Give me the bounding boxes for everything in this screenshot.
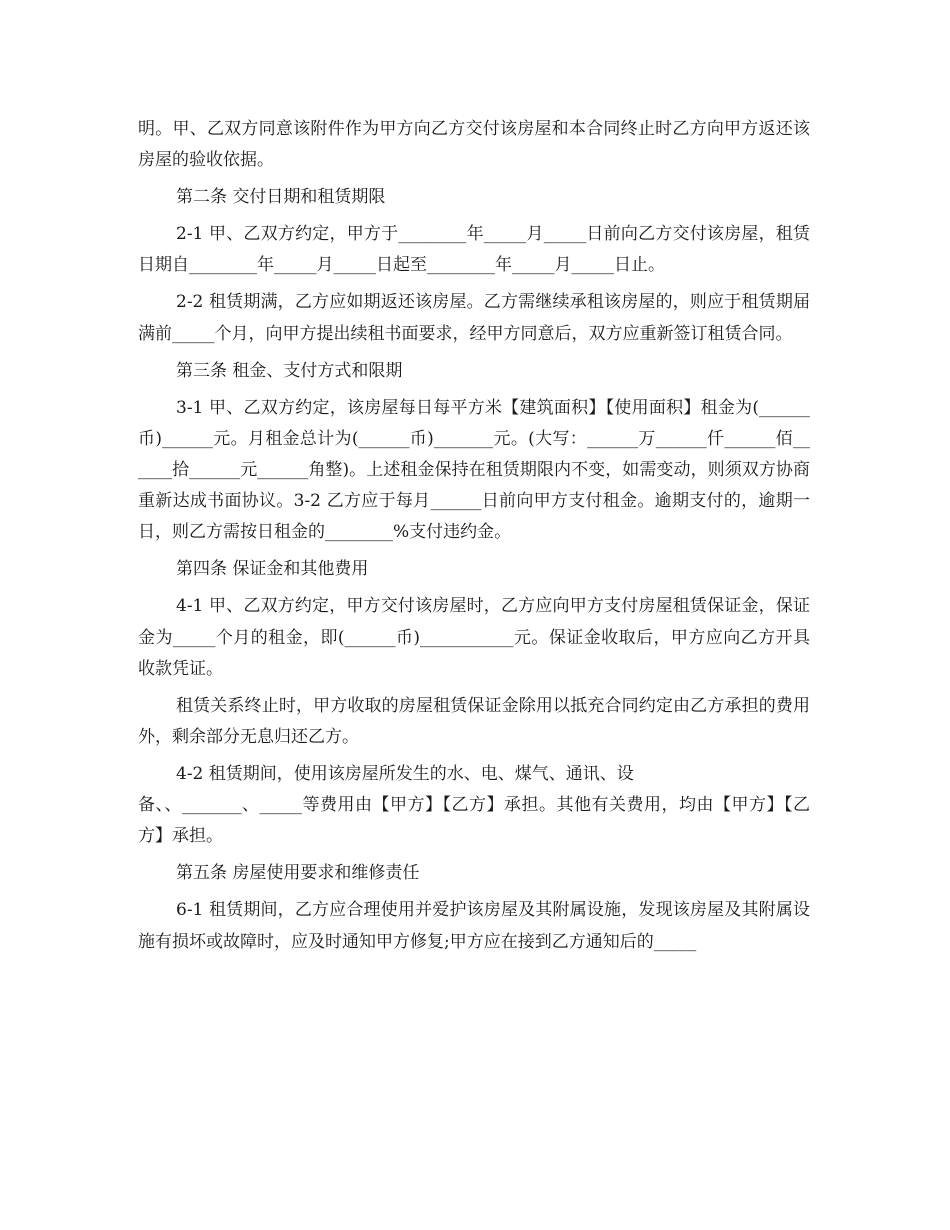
paragraph-4-2: 4-2 租赁期间，使用该房屋所发生的水、电、煤气、通讯、设 备、、_______、_____等费用由【甲方】【乙方】承担。其他有关费用，均由【甲方】【乙方】承担。 — [138, 764, 810, 847]
contract-body — [138, 114, 810, 964]
heading-article-5: 第五条 房屋使用要求和维修责任 — [176, 863, 420, 884]
heading-article-2: 第二条 交付日期和租赁期限 — [176, 187, 386, 208]
heading-article-4: 第四条 保证金和其他费用 — [176, 559, 369, 580]
paragraph-6-1: 6-1 租赁期间，乙方应合理使用并爱护该房屋及其附属设施，发现该房屋及其附属设施有损坏或故障时，应及时通知甲方修复;甲方应在接到乙方通知后的_____ — [138, 900, 810, 952]
paragraph-3-1: 3-1 甲、乙双方约定，该房屋每日每平方米【建筑面积】【使用面积】租金为(______币)______元。月租金总计为(______币)_______元。(大写：______万______仟______佰______拾______元______角整)。上述租金保持在租赁期限内不变，如需变动，则须双方协商重新达成书面协议。3-2 乙方应于每月______日前向甲方支付租金。逾期支付的，逾期一日，则乙方需按日租金的________%支付违约金。 — [138, 397, 810, 543]
paragraph-2-2: 2-2 租赁期满，乙方应如期返还该房屋。乙方需继续承租该房屋的，则应于租赁期届满前_____个月，向甲方提出续租书面要求，经甲方同意后，双方应重新签订租赁合同。 — [138, 292, 810, 344]
paragraph-4-1: 4-1 甲、乙双方约定，甲方交付该房屋时，乙方应向甲方支付房屋租赁保证金，保证金为_____个月的租金，即(______币)___________元。保证金收取后，甲方应向乙方开具收款凭证。 — [138, 596, 810, 679]
paragraph-deposit-return: 租赁关系终止时，甲方收取的房屋租赁保证金除用以抵充合同约定由乙方承担的费用外，剩余部分无息归还乙方。 — [138, 695, 810, 748]
paragraph-2-1: 2-1 甲、乙双方约定，甲方于________年_____月_____日前向乙方交付该房屋，租赁日期自________年_____月_____日起至________年_____月_____日止。 — [138, 224, 810, 276]
paragraph-1: 明。甲、乙双方同意该附件作为甲方向乙方交付该房屋和本合同终止时乙方向甲方返还该房屋的验收依据。 — [138, 119, 810, 171]
heading-article-3: 第三条 租金、支付方式和限期 — [176, 360, 403, 381]
